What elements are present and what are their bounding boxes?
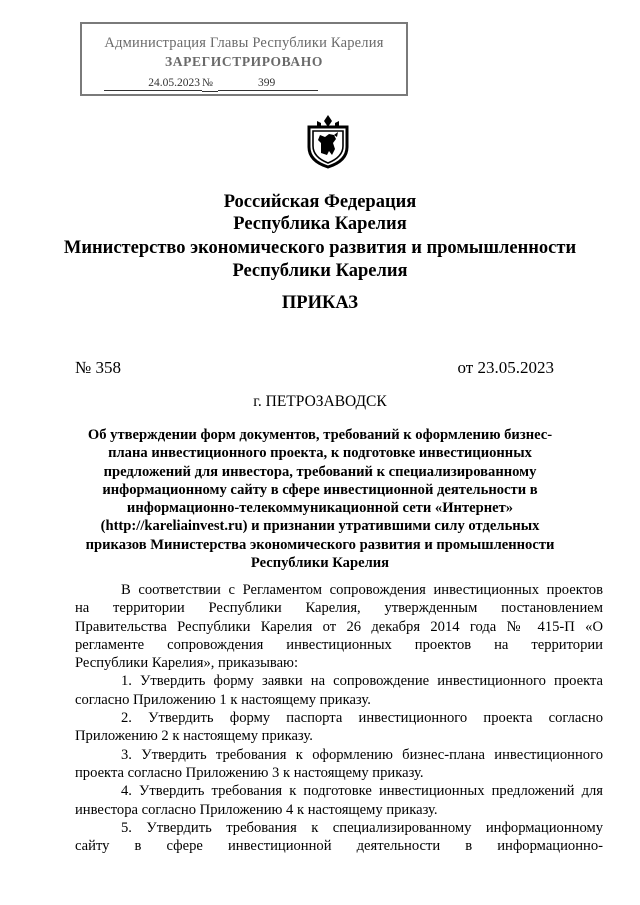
document-title — [80, 426, 560, 572]
text-line: инвестора согласно Приложению 4 к настоящему приказу. — [75, 801, 438, 818]
title-line: Об утверждении форм документов, требований к оформлению бизнес- — [87, 427, 553, 443]
text-line: регламенте сопровождения инвестиционных проектов на территории — [75, 636, 603, 653]
registration-stamp — [80, 22, 408, 96]
text-line: проекта согласно Приложению 3 к настоящему приказу. — [75, 764, 424, 781]
text-line: 5. Утвердить требования к специализированному информационному — [121, 819, 603, 836]
title-line: Республики Карелия — [250, 555, 390, 572]
stamp-organization: Администрация Главы Республики Карелия — [104, 35, 384, 51]
text-line: сайту в сфере инвестиционной деятельности в информационно- — [75, 838, 603, 855]
heading-ministry: Министерство экономического развития и промышленности — [63, 238, 577, 258]
text-line: 1. Утвердить форму заявки на сопровождение инвестиционного проекта — [121, 673, 603, 690]
stamp-number-sign: № — [202, 77, 218, 92]
stamp-date: 24.05.2023 — [104, 77, 202, 91]
order-city: г. ПЕТРОЗАВОДСК — [253, 393, 387, 410]
text-line: 4. Утвердить требования к подготовке инвестиционных предложений для — [121, 783, 603, 800]
text-line: 3. Утвердить требования к оформлению бизнес-плана инвестиционного — [121, 746, 603, 763]
paragraph-item-1 — [75, 672, 603, 709]
order-number: № 358 — [75, 358, 121, 377]
document-type: ПРИКАЗ — [281, 293, 359, 313]
stamp-registered-label: ЗАРЕГИСТРИРОВАНО — [165, 54, 323, 69]
title-line: предложений для инвестора, требований к специализированному — [103, 463, 537, 480]
heading-ministry-republic: Республики Карелия — [232, 261, 408, 281]
title-line: приказов Министерства экономического развития и промышленности — [85, 536, 555, 553]
heading-country: Российская Федерация — [223, 192, 417, 212]
paragraph-item-3 — [75, 746, 603, 783]
paragraph-preamble — [75, 581, 603, 672]
stamp-number: 399 — [218, 77, 318, 91]
order-date: от 23.05.2023 — [457, 358, 554, 377]
paragraph-item-2 — [75, 709, 603, 746]
title-line: плана инвестиционного проекта, к подготовке инвестиционных — [108, 445, 532, 462]
karelia-coat-of-arms-icon — [303, 113, 353, 169]
text-line: 2. Утвердить форму паспорта инвестиционного проекта согласно — [121, 710, 603, 727]
text-line: Приложению 2 к настоящему приказу. — [75, 728, 313, 745]
document-body — [75, 581, 603, 855]
text-line: на территории Республики Карелия, утвержденным постановлением — [75, 600, 603, 617]
text-line: Правительства Республики Карелия от 26 декабря 2014 года № 415-П «О — [75, 618, 603, 635]
text-line: Республики Карелия», приказываю: — [75, 655, 299, 672]
heading-republic: Республика Карелия — [233, 214, 407, 234]
text-line: согласно Приложению 1 к настоящему приказу. — [75, 691, 371, 708]
paragraph-item-4 — [75, 782, 603, 819]
text-line: В соответствии с Регламентом сопровождения инвестиционных проектов — [121, 582, 603, 598]
paragraph-item-5 — [75, 819, 603, 856]
title-line: информационному сайту в сфере инвестиционной деятельности в — [102, 481, 538, 498]
title-line: информационно-телекоммуникационной сети «Интернет» — [126, 500, 514, 517]
title-line: (http://kareliainvest.ru) и признании утратившими силу отдельных — [100, 518, 540, 535]
